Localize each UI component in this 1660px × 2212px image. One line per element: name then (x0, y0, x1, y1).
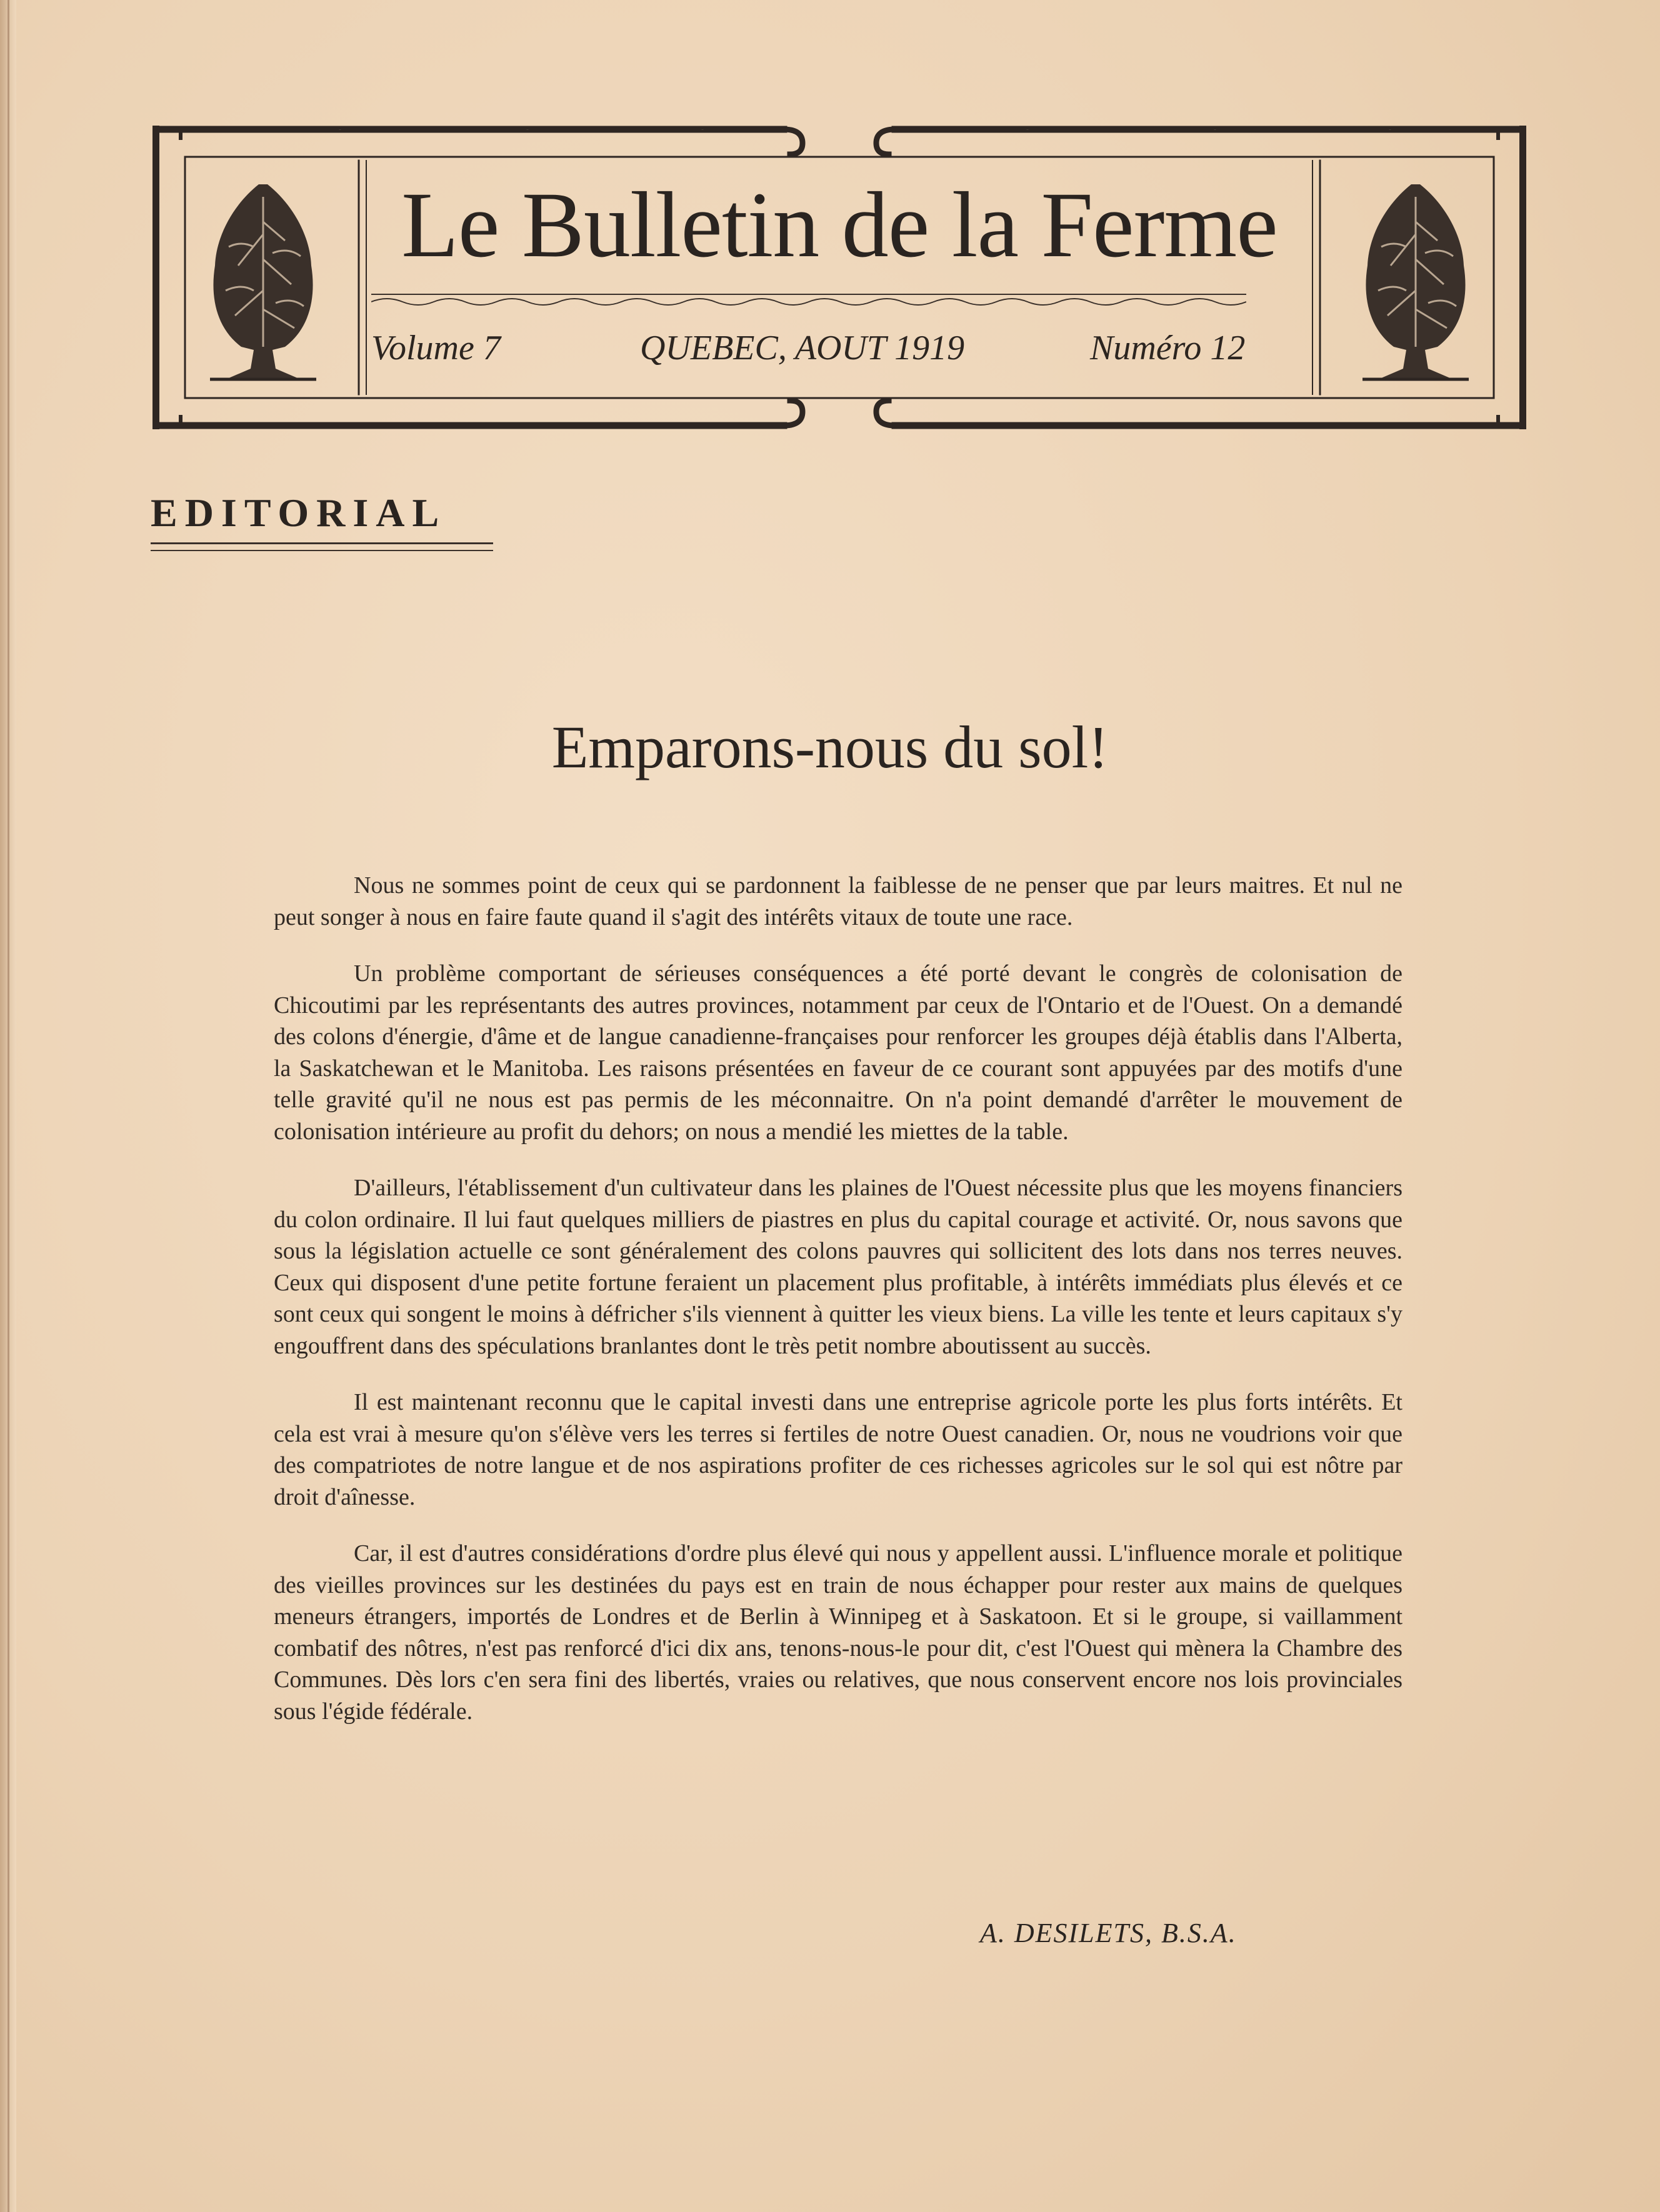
masthead-center (365, 159, 1314, 397)
author-signature: A. DESILETS, B.S.A. (980, 1918, 1237, 1948)
masthead (152, 122, 1526, 433)
binding-line (8, 0, 9, 2212)
wave-rule (371, 289, 1246, 308)
section-rule (151, 550, 493, 551)
paragraph: D'ailleurs, l'établissement d'un cultivateur dans les plaines de l'Ouest nécessite plus que les moyens financiers du colon ordinaire. Il lui faut quelques milliers de piastres en plus du capital courage et activité. Or, nous savons que sous la législation actuelle ce sont généralement des colons pauvres qui sollicitent des lots dans nos terres neuves. Ceux qui disposent d'une petite fortune feraient un placement plus profitable, à intérêts immédiats plus élevés et ce sont ceux qui songent le moins à défricher s'ils viennent à quitter les vieux biens. La ville les tente et leurs capitaux s'y engouffrent dans des spéculations branlantes dont le très petit nombre aboutissent au succès. (274, 1175, 1402, 1359)
publication-title: Le Bulletin de la Ferme (401, 173, 1278, 277)
dateline: QUEBEC, AOUT 1919 (640, 329, 965, 367)
volume-label: Volume 7 (371, 329, 501, 367)
paragraph: Nous ne sommes point de ceux qui se pardonnent la faiblesse de ne penser que par leurs maitres. Et nul ne peut songer à nous en faire faute quand il s'agit des intérêts vitaux de toute une race. (274, 872, 1402, 930)
issue-number: Numéro 12 (1090, 329, 1246, 367)
paragraph: Il est maintenant reconnu que le capital investi dans une entreprise agricole porte les plus forts intérêts. Et cela est vrai à mesure qu'on s'élève vers les terres si fertiles de notre Ouest canadien. Or, nous ne voudrions voir que des compatriotes de notre langue et de nos aspirations profiter de ces richesses agricoles sur le sol qui est nôtre par droit d'aînesse. (274, 1389, 1402, 1510)
issue-info (371, 328, 1246, 372)
paragraph: Car, il est d'autres considérations d'ordre plus élevé qui nous y appellent aussi. L'influence morale et politique des vieilles provinces sur les destinées du pays est en train de nous échapper pour rester aux mains de quelques meneurs étrangers, importés de Londres et de Berlin à Winnipeg et à Saskatoon. Et si le groupe, si vaillamment combatif des nôtres, n'est pas renforcé d'ici dix ans, tenons-nous-le pour dit, c'est l'Ouest qui mènera la Chambre des Communes. Dès lors c'en sera fini des libertés, vraies ou relatives, que nous conservent encore nos lois provinciales sous l'égide fédérale. (274, 1540, 1402, 1725)
paragraph: Un problème comportant de sérieuses conséquences a été porté devant le congrès de colonisation de Chicoutimi par les représentants des autres provinces, notamment par ceux de l'Ontario et de l'Ouest. On a demandé des colons d'énergie, d'âme et de langue canadienne-françaises pour renforcer les groupes déjà établis dans l'Alberta, la Saskatchewan et le Manitoba. Les raisons présentées en faveur de ce courant sont appuyées par des motifs d'une telle gravité qu'il ne nous est pas permis de les méconnaitre. On n'a point demandé d'arrêter le mouvement de colonisation intérieure au profit du dehors; on nous a mendié les miettes de la table. (274, 960, 1402, 1145)
tree-icon (1344, 159, 1488, 391)
section-rule (151, 542, 493, 544)
article-headline: Emparons-nous du sol! (551, 714, 1109, 780)
tree-icon (191, 159, 335, 391)
section-heading: EDITORIAL (151, 491, 447, 535)
article-body (274, 870, 1402, 1752)
